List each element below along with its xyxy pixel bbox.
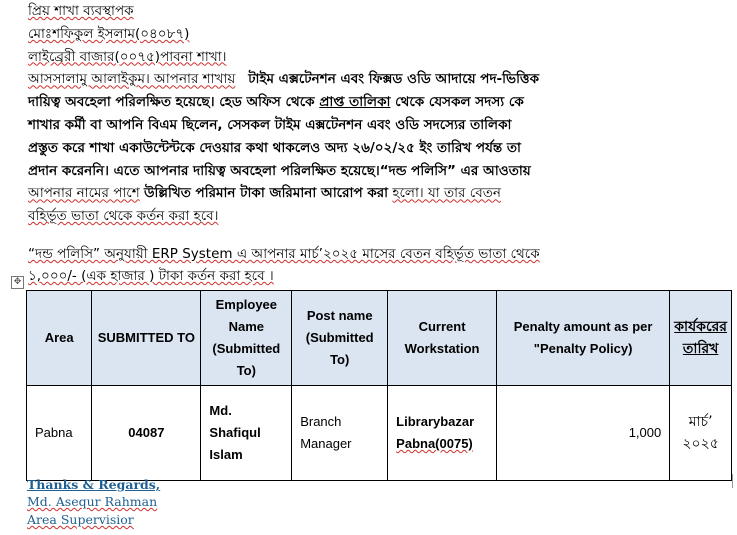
penalty-table [26,290,732,481]
body-line-3: শাখার কর্মী বা আপনি বিএম ছিলেন, সেসকল টাইম এক্সটেনশন এবং ওডি সদস্যের তালিকা [28,116,512,133]
table-header-row [27,291,732,386]
header-post: Post name (Submitted To) [292,291,388,386]
body-line-2c: থেকে যেসকল সদস্য কে [395,94,524,111]
cell-workstation [388,386,497,481]
header-penalty: Penalty amount as per "Penalty Policy) [496,291,669,386]
penalty-line-1: “দন্ড পলিসি” অনুযায়ী ERP System এ আপনার মার্চ’২০২৫ মাসের বেতন বহির্ভূত ভাতা থেকে [28,246,540,262]
salutation: প্রিয় শাখা ব্যবস্থাপক [28,3,134,19]
cell-date: মার্চ’ ২০২৫ [670,386,732,481]
cell-post: Branch Manager [292,386,388,481]
signature-block [27,493,157,529]
header-employee: Employee Name (Submitted To) [201,291,292,386]
penalty-statement [28,243,668,287]
cell-submitted-to: 04087 [92,386,201,481]
thanks-text: Thanks & Regards, [27,477,161,492]
body-line-6c: হলো। যা তার বেতন [392,185,501,202]
body-line-1 [28,68,668,91]
cell-penalty: 1,000 [496,386,669,481]
cell-employee: Md. Shafiqul Islam [201,386,292,481]
signature-name: Md. Asequr Rahman [27,494,158,509]
margin-marker [732,474,737,488]
body-line-6b: উল্লিখিত পরিমান টাকা জরিমানা আরোপ করা [144,185,389,202]
body-line-2a: দায়িত্ব অবহেলা পরিলক্ষিত হয়েছে। হেড অফিস থেকে [28,94,315,111]
body-line-2 [28,91,668,114]
body-line-5: প্রদান করেননি। এতে আপনার দায়িত্ব অবহেলা পরিলক্ষিত হয়েছে।“দন্ড পলিসি” এর আওতায় [28,162,531,179]
header-submitted-to: SUBMITTED TO [92,291,201,386]
letter-body [28,0,668,228]
header-area: Area [27,291,92,386]
header-workstation: Current Workstation [388,291,497,386]
thanks-regards [27,476,160,494]
penalty-line-2: ১,০০০/- (এক হাজার ) টাকা কর্তন করা হবে । [28,268,274,284]
body-line-6a: আপনার নামের পাশে [28,185,140,202]
workstation-line-2: Pabna(0075) [396,436,473,451]
recipient-name: মোঃশফিকুল ইসলাম(০৪০৮৭) [28,25,190,42]
body-line-4: প্রস্তুত করে শাখা একাউন্টেন্টকে দেওয়ার কথা থাকলেও অদ্য ২৬/০২/২৫ ইং তারিখ পর্যন্ত তা [28,139,521,156]
table-row [27,386,732,481]
header-date: কার্যকরের তারিখ [670,291,732,386]
workstation-line-1: Librarybazar [396,414,475,429]
table-move-handle-icon[interactable]: ✥ [11,276,24,289]
body-line-2b: প্রাপ্ত তালিকা [319,94,391,111]
branch-line: লাইব্রেরী বাজার(০০৭৫)পাবনা শাখা। [28,48,227,65]
body-line-7: বহির্ভূত ভাতা থেকে কর্তন করা হবে। [28,208,219,225]
body-line-6 [28,182,668,205]
body-line-1a: আসসালামু আলাইকুম। আপনার শাখায় [28,71,236,88]
body-line-1b: টাইম এক্সটেনশন এবং ফিক্সড ওডি আদায়ে পদ-ভিত্তিক [248,71,540,88]
signature-title: Area Supervisior [27,512,134,527]
cell-area: Pabna [27,386,92,481]
